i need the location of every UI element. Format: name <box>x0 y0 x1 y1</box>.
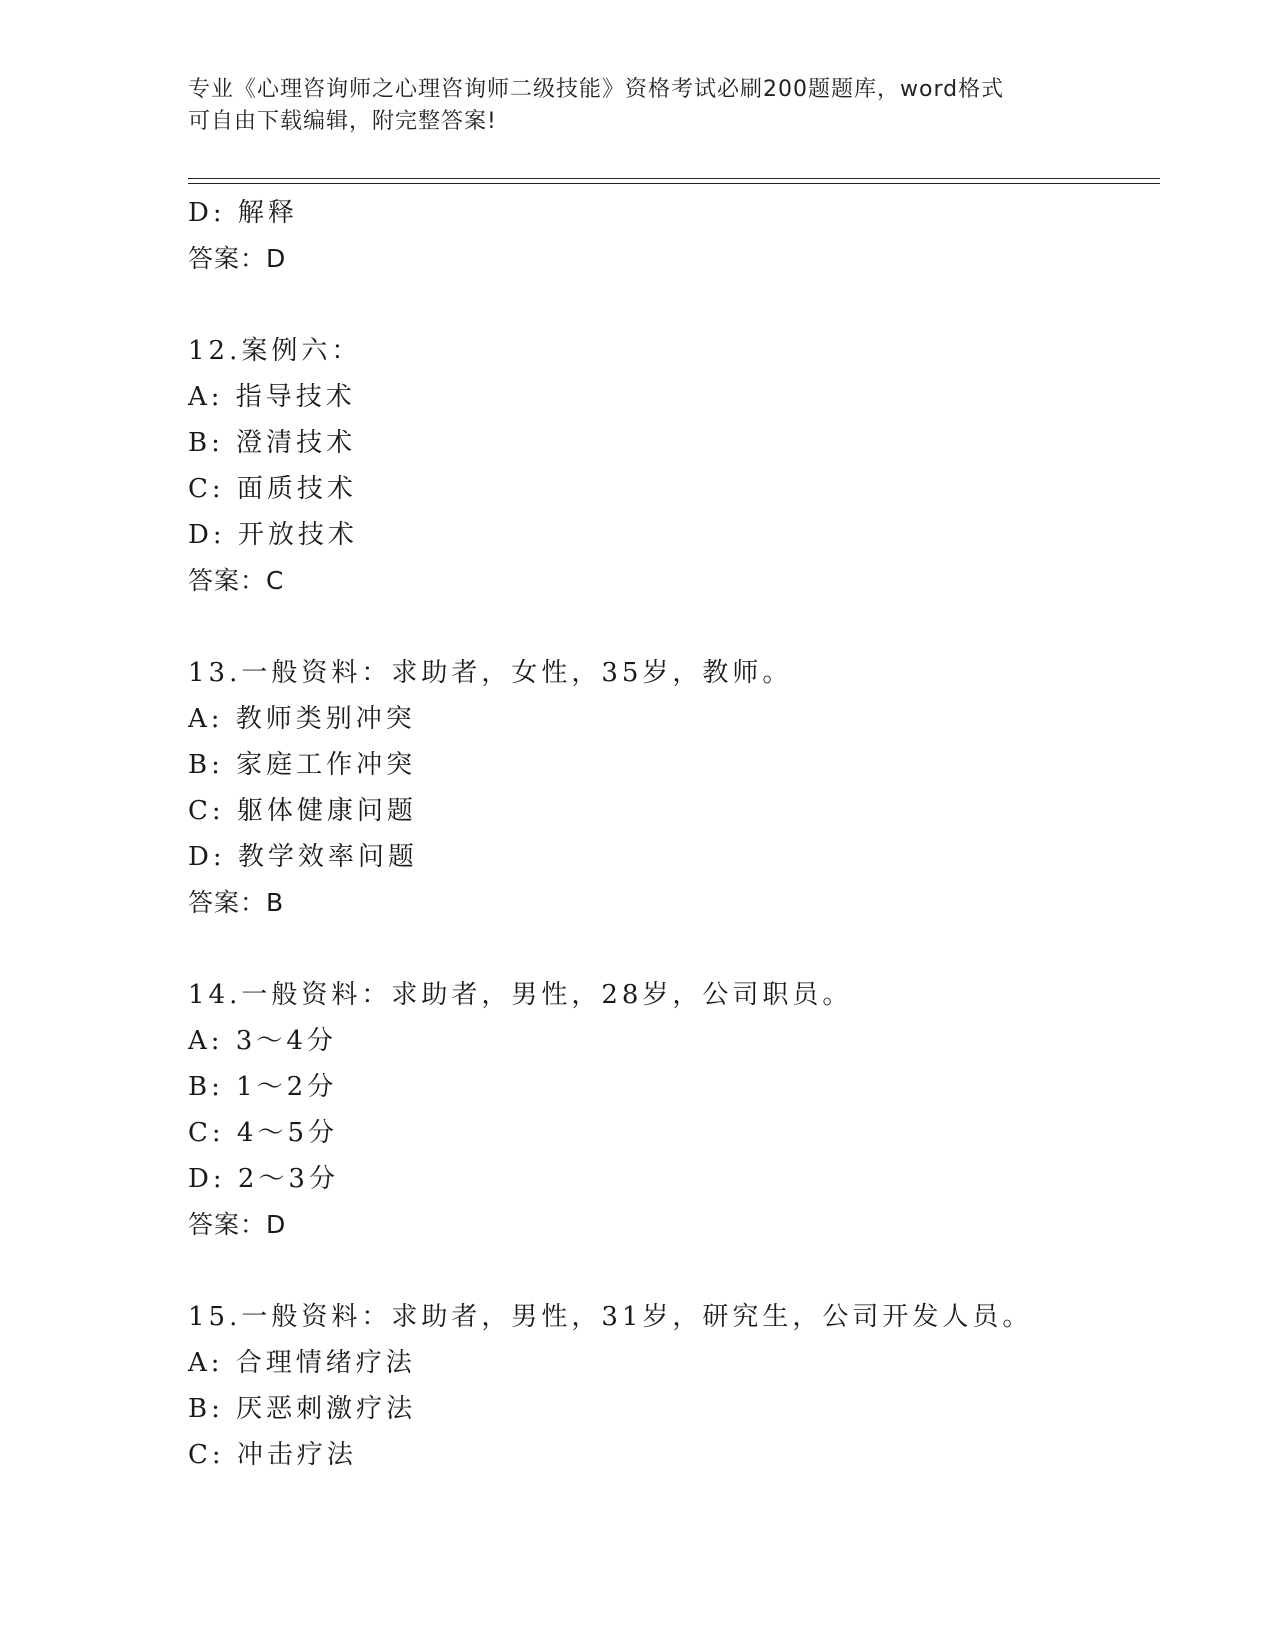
option-d: D: 教学效率问题 <box>188 842 418 872</box>
option-b: B: 家庭工作冲突 <box>188 750 417 780</box>
spacer <box>188 282 1148 328</box>
spacer <box>188 604 1148 650</box>
option-a: A: 合理情绪疗法 <box>188 1348 416 1378</box>
header-line-1: 专业《心理咨询师之心理咨询师二级技能》资格考试必刷200题题库，word格式 <box>188 77 1005 102</box>
answer-line: 答案：D <box>188 244 287 273</box>
header-rule-bottom <box>188 183 1160 184</box>
answer-line: 答案：D <box>188 1210 287 1239</box>
option-d: D: 开放技术 <box>188 520 358 550</box>
question-title: 12.案例六： <box>188 336 362 366</box>
option-b: B: 澄清技术 <box>188 428 357 458</box>
option-c: C: 4～5分 <box>188 1118 339 1148</box>
option-b: B: 1～2分 <box>188 1072 338 1102</box>
question-title: 15.一般资料：求助者，男性，31岁，研究生，公司开发人员。 <box>188 1302 1033 1332</box>
header-line-2: 可自由下载编辑，附完整答案! <box>188 109 497 134</box>
option-c: C: 面质技术 <box>188 474 357 504</box>
option-d: D: 解释 <box>188 198 298 228</box>
question-block-13 <box>188 650 1148 926</box>
option-a: A: 3～4分 <box>188 1026 337 1056</box>
question-block-15 <box>188 1294 1148 1478</box>
question-block-11 <box>188 190 1148 282</box>
option-d: D: 2～3分 <box>188 1164 339 1194</box>
question-list <box>188 190 1148 1478</box>
answer-line: 答案：B <box>188 888 285 917</box>
option-b: B: 厌恶刺激疗法 <box>188 1394 417 1424</box>
question-block-14 <box>188 972 1148 1248</box>
question-title: 14.一般资料：求助者，男性，28岁，公司职员。 <box>188 980 853 1010</box>
option-c: C: 躯体健康问题 <box>188 796 417 826</box>
question-title: 13.一般资料：求助者，女性，35岁，教师。 <box>188 658 793 688</box>
option-a: A: 教师类别冲突 <box>188 704 416 734</box>
option-a: A: 指导技术 <box>188 382 356 412</box>
header-rule-top <box>188 178 1160 179</box>
question-block-12 <box>188 328 1148 604</box>
answer-line: 答案：C <box>188 566 285 595</box>
spacer <box>188 926 1148 972</box>
page-header <box>188 74 1088 138</box>
spacer <box>188 1248 1148 1294</box>
option-c: C: 冲击疗法 <box>188 1440 357 1470</box>
